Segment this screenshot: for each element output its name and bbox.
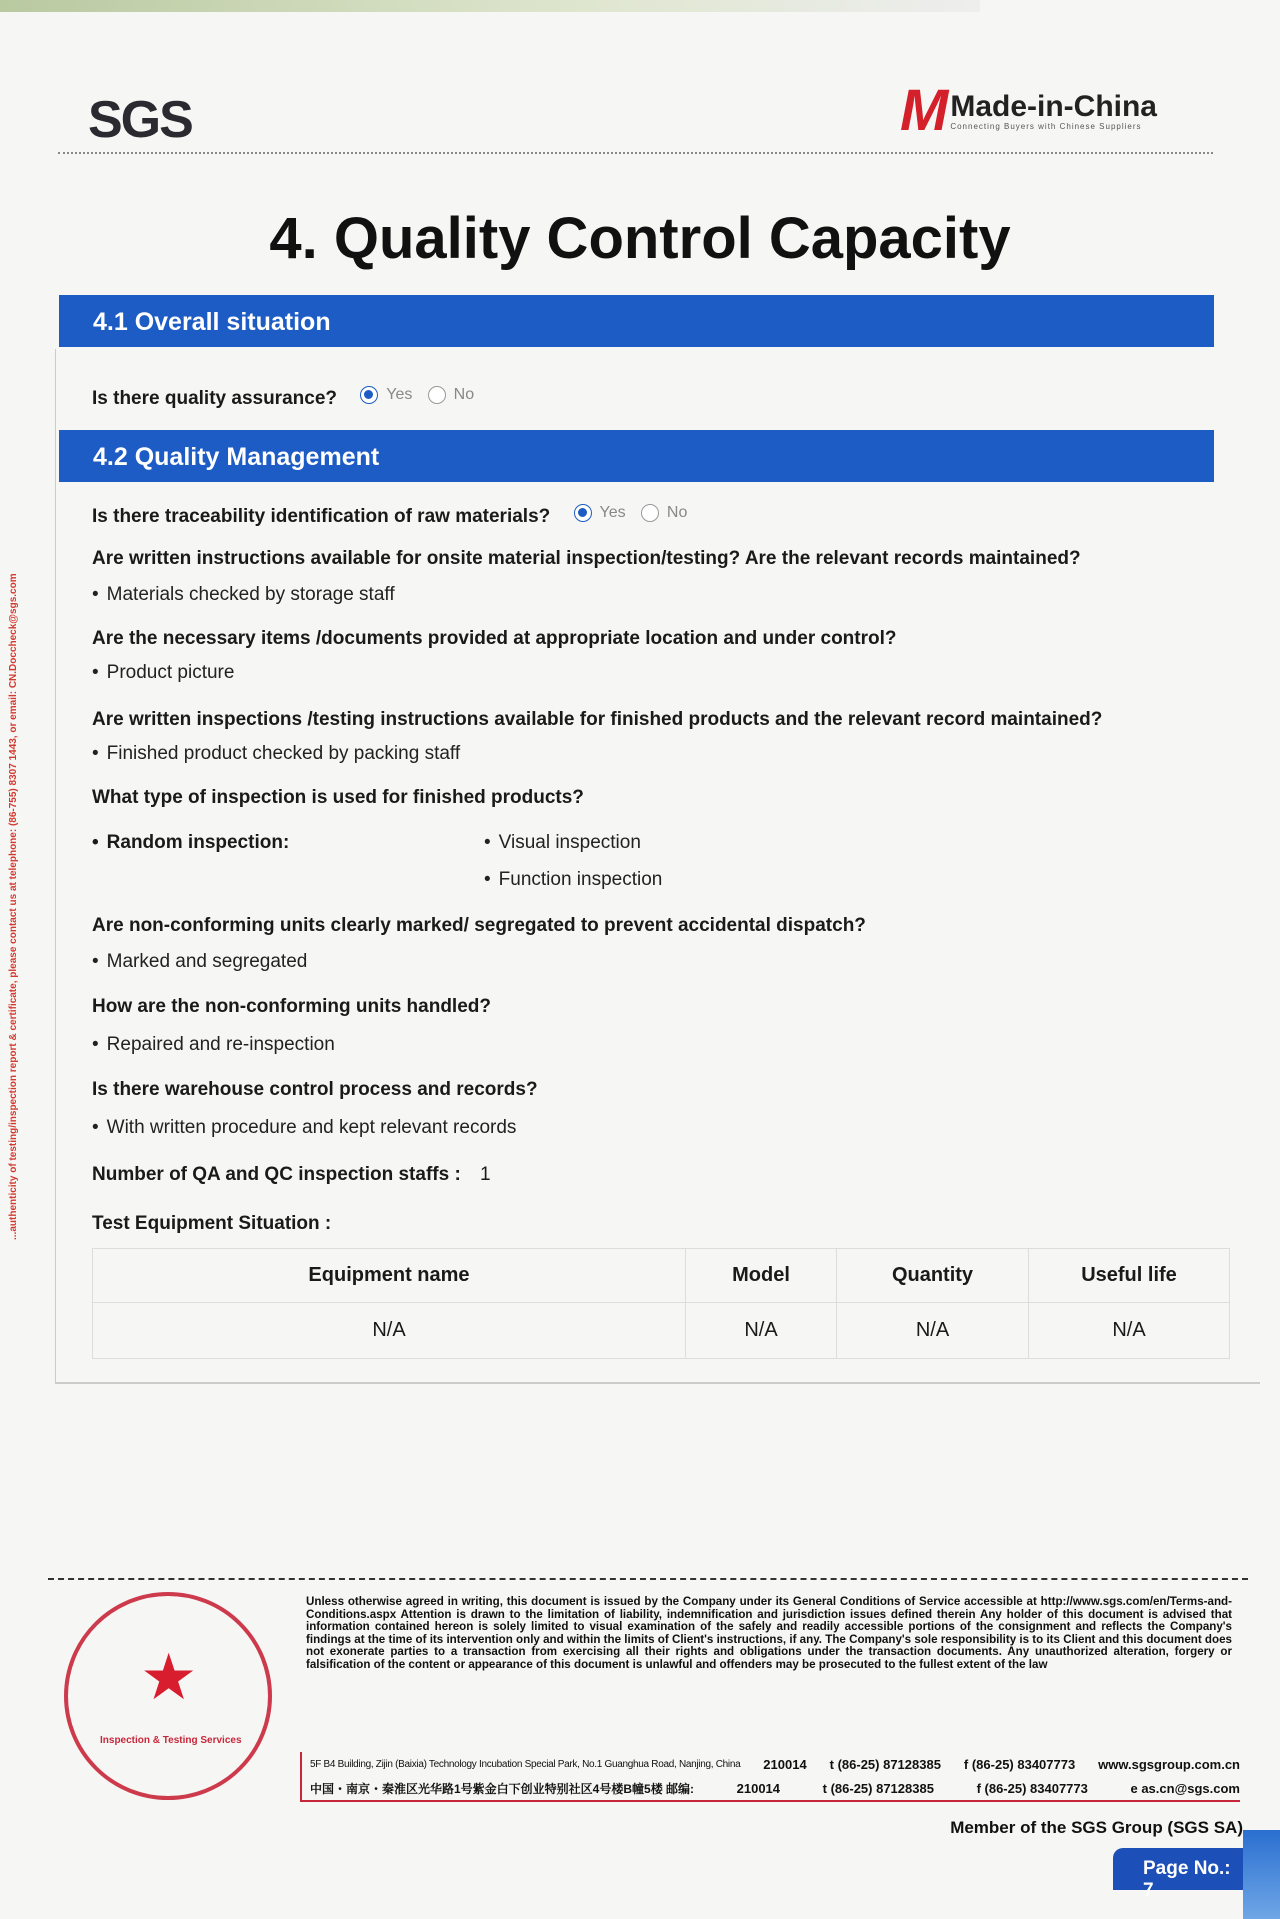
sgs-logo: SGS xyxy=(88,91,192,149)
radio-selected-icon xyxy=(360,386,378,404)
cell: N/A xyxy=(93,1303,686,1359)
website: www.sgsgroup.com.cn xyxy=(1098,1756,1240,1772)
answer: • Materials checked by storage staff xyxy=(92,584,395,606)
address-block xyxy=(300,1752,1240,1802)
side-verification-note: ...authenticity of testing/inspection report & certificate, please contact us at telephone: (86-755) 8307 1443, or email: CN.Doccheck@sgs.com xyxy=(8,573,19,1240)
address-row-cn xyxy=(310,1776,1240,1800)
email: e as.cn@sgs.com xyxy=(1130,1780,1240,1796)
postcode: 210014 xyxy=(763,1756,807,1772)
question: Are non-conforming units clearly marked/ segregated to prevent accidental dispatch? xyxy=(92,915,866,936)
page-number: Page No.: 7 xyxy=(1113,1848,1243,1890)
table-header-row xyxy=(93,1249,1230,1303)
radio-no[interactable] xyxy=(641,504,687,522)
question: What type of inspection is used for finished products? xyxy=(92,787,584,808)
telephone: t (86-25) 87128385 xyxy=(822,1780,934,1796)
page-edge xyxy=(1243,1830,1280,1919)
fax: f (86-25) 83407773 xyxy=(976,1780,1088,1796)
radio-label: Yes xyxy=(386,386,413,403)
telephone: t (86-25) 87128385 xyxy=(829,1756,941,1772)
radio-selected-icon xyxy=(574,504,592,522)
mic-logo-icon: M xyxy=(900,78,939,143)
staff-count-row xyxy=(92,1164,491,1186)
disclaimer: Unless otherwise agreed in writing, this document is issued by the Company under its General Conditions of Service accessible at http://www.sgs.com/en/Terms-and-Conditions.aspx Attention is drawn to the limitation of liability, indemnification and jurisdiction issues defined therein Any holder of this document is advised that information contained hereon is solely limited to visual examination of the safely and readily accessible portions of the consignment and reflects the Company's findings at the time of its intervention only and within the limits of Client's instructions, if any. The Company's sole responsibility is to its Client and this document does not exonerate parties to a transaction from exercising all their rights and obligations under the transaction documents. Any unauthorized alteration, forgery or falsification of the content or appearance of this document is unlawful and offenders may be prosecuted to the fullest extent of the law xyxy=(306,1595,1232,1671)
traceability-question xyxy=(92,504,687,528)
quality-assurance-question xyxy=(92,386,474,410)
mic-logo-name: Made-in-China xyxy=(950,89,1157,123)
fax: f (86-25) 83407773 xyxy=(963,1756,1076,1772)
made-in-china-logo xyxy=(900,78,1157,143)
answer: • Marked and segregated xyxy=(92,951,307,973)
postcode: 210014 xyxy=(736,1780,781,1796)
cell: N/A xyxy=(686,1303,837,1359)
radio-yes[interactable] xyxy=(574,504,626,522)
equipment-table xyxy=(92,1248,1230,1359)
section-heading-overall: 4.1 Overall situation xyxy=(59,295,1214,347)
inspection-type: • Function inspection xyxy=(484,869,662,891)
top-edge xyxy=(0,0,980,12)
question: Are the necessary items /documents provided at appropriate location and under control? xyxy=(92,628,897,649)
question-label: Is there traceability identification of raw materials? xyxy=(92,506,551,527)
cell: N/A xyxy=(837,1303,1029,1359)
mic-tagline: Connecting Buyers with Chinese Suppliers xyxy=(950,121,1142,131)
radio-yes[interactable] xyxy=(360,386,412,404)
question: Are written instructions available for onsite material inspection/testing? Are the relevant records maintained? xyxy=(92,548,1081,569)
address-row-en xyxy=(310,1752,1240,1776)
staff-label: Number of QA and QC inspection staffs : xyxy=(92,1164,461,1185)
inspection-type-label: • Random inspection: xyxy=(92,832,289,854)
question-label: Is there quality assurance? xyxy=(92,388,337,409)
col-useful-life: Useful life xyxy=(1029,1249,1230,1303)
answer: • With written procedure and kept relevant records xyxy=(92,1117,516,1139)
question: Is there warehouse control process and records? xyxy=(92,1079,538,1100)
answer: • Product picture xyxy=(92,662,234,684)
col-model: Model xyxy=(686,1249,837,1303)
section-heading-quality-management: 4.2 Quality Management xyxy=(59,430,1214,482)
seal-text: Inspection & Testing Services xyxy=(100,1735,242,1746)
radio-label: No xyxy=(453,386,475,403)
radio-empty-icon xyxy=(641,504,659,522)
inspection-type: • Visual inspection xyxy=(484,832,641,854)
col-equipment-name: Equipment name xyxy=(93,1249,686,1303)
seal-star-icon: ★ xyxy=(140,1641,198,1713)
table-row xyxy=(93,1303,1230,1359)
answer: • Finished product checked by packing staff xyxy=(92,743,460,765)
header-divider xyxy=(58,152,1213,154)
page-title: 4. Quality Control Capacity xyxy=(269,206,1011,271)
radio-no[interactable] xyxy=(428,386,474,404)
radio-label: No xyxy=(666,504,688,521)
col-quantity: Quantity xyxy=(837,1249,1029,1303)
question: How are the non-conforming units handled? xyxy=(92,996,491,1017)
question: Are written inspections /testing instructions available for finished products and the relevant record maintained? xyxy=(92,709,1103,730)
member-text: Member of the SGS Group (SGS SA) xyxy=(950,1818,1243,1837)
address: 中国・南京・秦淮区光华路1号紫金白下创业特别社区4号楼B幢5楼 邮编: xyxy=(310,1781,695,1796)
radio-label: Yes xyxy=(599,504,626,521)
cell: N/A xyxy=(1029,1303,1230,1359)
staff-count: 1 xyxy=(480,1164,491,1185)
footer-divider xyxy=(48,1578,1248,1580)
radio-empty-icon xyxy=(428,386,446,404)
address: 5F B4 Building, Zijin (Baixia) Technology Incubation Special Park, No.1 Guanghua Road, Nanjing, China xyxy=(310,1758,741,1770)
equipment-label: Test Equipment Situation : xyxy=(92,1213,332,1234)
answer: • Repaired and re-inspection xyxy=(92,1034,335,1056)
